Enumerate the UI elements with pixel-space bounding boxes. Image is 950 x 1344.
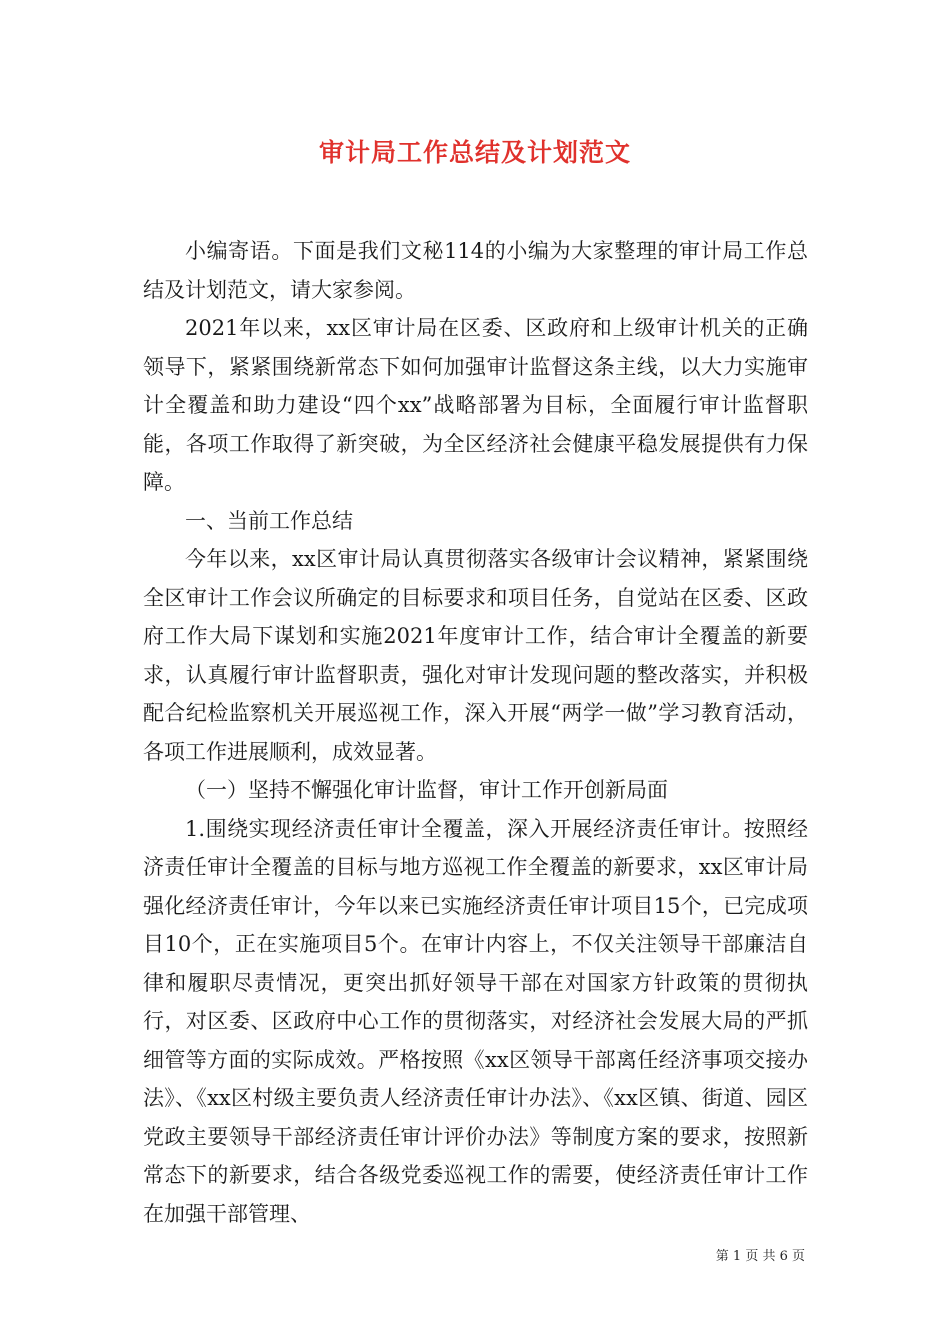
document-body xyxy=(143,232,808,1233)
section-heading-1: 一、当前工作总结 xyxy=(185,508,353,533)
subsection-heading-1: （一）坚持不懈强化审计监督，审计工作开创新局面 xyxy=(185,778,668,802)
document-title: 审计局工作总结及计划范文 xyxy=(318,138,631,167)
paragraph-intro: 小编寄语。下面是我们文秘114的小编为大家整理的审计局工作总结及计划范文，请大家参阅。 xyxy=(143,239,808,302)
paragraph-overview: 2021年以来，xx区审计局在区委、区政府和上级审计机关的正确领导下，紧紧围绕新常态下如何加强审计监督这条主线，以大力实施审计全覆盖和助力建设“四个xx”战略部署为目标，全面履行审计监督职能，各项工作取得了新突破，为全区经济社会健康平稳发展提供有力保障。 xyxy=(143,316,808,494)
paragraph-item-1: 1.围绕实现经济责任审计全覆盖，深入开展经济责任审计。按照经济责任审计全覆盖的目标与地方巡视工作全覆盖的新要求，xx区审计局强化经济责任审计，今年以来已实施经济责任审计项目15个，已完成项目10个，正在实施项目5个。在审计内容上，不仅关注领导干部廉洁自律和履职尽责情况，更突出抓好领导干部在对国家方针政策的贯彻执行，对区委、区政府中心工作的贯彻落实，对经济社会发展大局的严抓细管等方面的实际成效。严格按照《xx区领导干部离任经济事项交接办法》、《xx区村级主要负责人经济责任审计办法》、《xx区镇、街道、园区党政主要领导干部经济责任审计评价办法》等制度方案的要求，按照新常态下的新要求，结合各级党委巡视工作的需要，使经济责任审计工作在加强干部管理、 xyxy=(143,816,808,1226)
paragraph-summary: 今年以来，xx区审计局认真贯彻落实各级审计会议精神，紧紧围绕全区审计工作会议所确定的目标要求和项目任务，自觉站在区委、区政府工作大局下谋划和实施2021年度审计工作，结合审计全覆盖的新要求，认真履行审计监督职责，强化对审计发现问题的整改落实，并积极配合纪检监察机关开展巡视工作，深入开展“两学一做”学习教育活动，各项工作进展顺利，成效显著。 xyxy=(143,547,808,764)
page-number-footer: 第 1 页 共 6 页 xyxy=(715,1249,805,1264)
